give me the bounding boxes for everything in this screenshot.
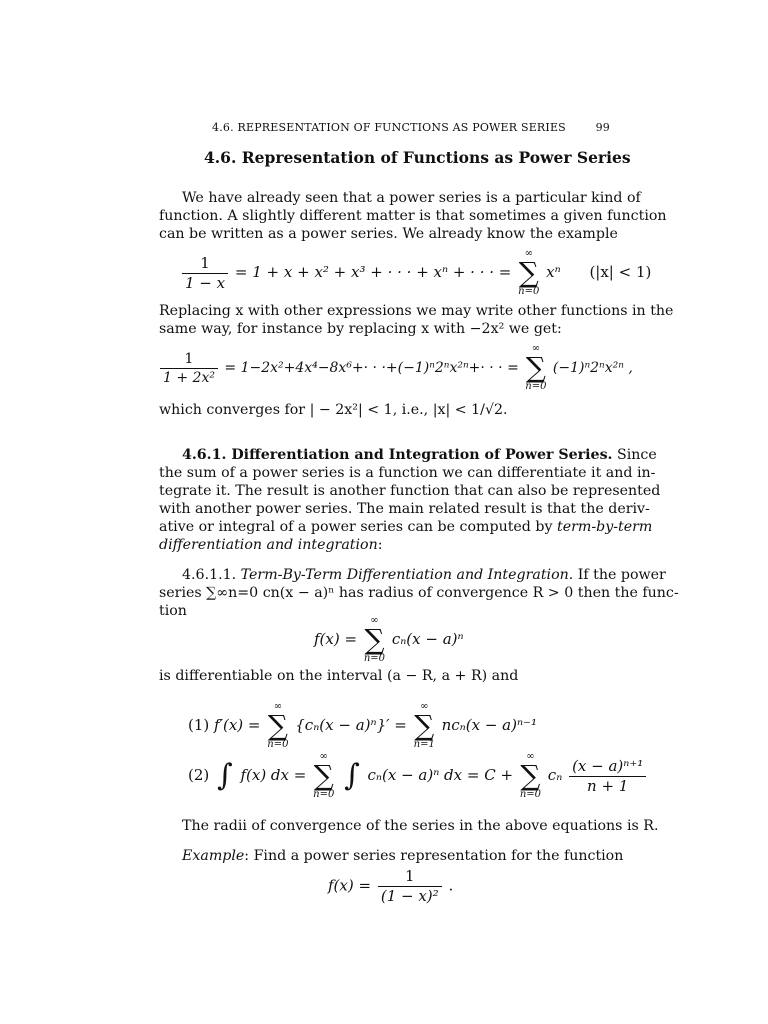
- intro-line-3: can be written as a power series. We already know the example: [159, 226, 618, 242]
- fraction-denominator: (1 − x)²: [378, 886, 442, 904]
- theorem-name: Term-By-Term Differentiation and Integration.: [240, 567, 574, 583]
- equation-label: (1): [188, 716, 210, 734]
- summation: [520, 752, 541, 800]
- equation-lhs: f(x) =: [328, 876, 372, 895]
- summation: [364, 616, 385, 664]
- fraction-denominator: 1 − x: [182, 273, 228, 291]
- sum-lower-limit: n=0: [363, 653, 386, 664]
- example-label: Example: [182, 848, 245, 864]
- sum-upper-limit: ∞: [319, 751, 328, 762]
- subsection-line-5-prefix: ative or integral of a power series can be computed by: [159, 519, 553, 535]
- subsection-line-4: with another power series. The main related result is that the deriv-: [159, 501, 650, 517]
- series-term: xⁿ: [546, 263, 561, 281]
- sigma-symbol: ∑: [525, 351, 546, 384]
- sum-lower-limit: n=0: [267, 739, 289, 750]
- sigma-symbol: ∑: [313, 759, 334, 792]
- summation: [525, 344, 546, 392]
- summation: [313, 752, 334, 800]
- fraction: [182, 253, 228, 292]
- subsection-line-3: tegrate it. The result is another function that can also be represented: [159, 483, 661, 499]
- series-expansion: = 1 + x + x² + x³ + · · · + xⁿ + · · · =: [234, 263, 512, 281]
- example-line: [159, 847, 624, 865]
- differentiable-statement: is differentiable on the interval (a − R, a + R) and: [159, 668, 519, 684]
- theorem-line-3: tion: [159, 603, 187, 619]
- replace-line-2: same way, for instance by replacing x with −2x² we get:: [159, 321, 562, 337]
- theorem-line-1: [182, 566, 666, 584]
- subsection-line-6: [159, 536, 611, 554]
- subsection-line-6-tail: :: [377, 537, 383, 553]
- radii-statement: The radii of convergence of the series in the above equations is R.: [182, 818, 659, 834]
- derivative-term: {cₙ(x − a)ⁿ}′ =: [295, 716, 407, 734]
- sum-upper-limit: ∞: [531, 343, 541, 354]
- equation-period: .: [448, 876, 454, 895]
- section-title: 4.6. Representation of Functions as Power Series: [204, 148, 631, 167]
- fraction: [569, 756, 646, 795]
- theorem-line-1-tail: If the power: [577, 567, 666, 583]
- fraction-denominator: n + 1: [569, 776, 646, 794]
- subsection-line-5: [159, 518, 653, 536]
- series-term: (−1)ⁿ2ⁿx²ⁿ ,: [552, 360, 633, 376]
- differentiation-integration-emphasis: differentiation and integration: [159, 537, 378, 553]
- sum-lower-limit: n=0: [525, 381, 547, 392]
- sigma-symbol: ∑: [267, 709, 288, 742]
- equation-example-function: [328, 869, 453, 904]
- subsection-line-2: the sum of a power series is a function we can differentiate it and in-: [159, 465, 656, 481]
- sum-upper-limit: ∞: [524, 248, 533, 259]
- sum-upper-limit: ∞: [420, 701, 429, 712]
- fraction: [160, 352, 218, 385]
- equation-lhs: f′(x) =: [214, 716, 261, 734]
- fraction-denominator: 1 + 2x²: [160, 368, 218, 385]
- sum-upper-limit: ∞: [526, 751, 535, 762]
- equation-lhs: f(x) dx =: [240, 766, 307, 784]
- summation: [518, 249, 539, 297]
- equation-lhs: f(x) =: [314, 630, 358, 648]
- sigma-symbol: ∑: [414, 709, 435, 742]
- sum-upper-limit: ∞: [273, 701, 283, 712]
- series-term: ncₙ(x − a)ⁿ⁻¹: [441, 716, 537, 734]
- summation: [414, 702, 435, 750]
- integral-sign: ∫: [344, 758, 360, 793]
- subsection-heading-line: [182, 446, 657, 464]
- series-term: cₙ(x − a)ⁿ: [391, 630, 464, 648]
- equation-function-definition: [314, 616, 464, 664]
- fraction-numerator: 1: [184, 350, 194, 367]
- convergence-condition: (|x| < 1): [589, 263, 652, 281]
- convergence-statement: which converges for | − 2x²| < 1, i.e., |x| < 1/√2.: [159, 402, 508, 418]
- summation: [267, 702, 288, 750]
- intro-line-2: function. A slightly different matter is that sometimes a given function: [159, 208, 667, 224]
- equation-integral: [188, 752, 648, 800]
- sum-lower-limit: n=0: [519, 789, 542, 800]
- subsection-title: 4.6.1. Differentiation and Integration of Power Series.: [182, 447, 613, 463]
- replace-line-1: Replacing x with other expressions we may write other functions in the: [159, 303, 674, 319]
- equation-label: (2): [188, 766, 210, 784]
- fraction: [378, 869, 442, 904]
- running-title: 4.6. REPRESENTATION OF FUNCTIONS AS POWER SERIES: [212, 121, 566, 134]
- page-number: 99: [595, 121, 610, 134]
- coefficient: cₙ: [547, 766, 563, 784]
- theorem-number: 4.6.1.1.: [182, 567, 237, 583]
- theorem-line-2: series ∑∞n=0 cn(x − a)ⁿ has radius of convergence R > 0 then the func-: [159, 585, 679, 601]
- sigma-symbol: ∑: [520, 759, 541, 792]
- running-header: [212, 121, 610, 134]
- fraction-numerator: (x − a)ⁿ⁺¹: [572, 756, 644, 775]
- sigma-symbol: ∑: [518, 256, 539, 289]
- equation-geometric-series: [180, 249, 651, 297]
- integral-sign: ∫: [217, 758, 233, 793]
- integral-term: cₙ(x − a)ⁿ dx = C +: [367, 766, 514, 784]
- series-expansion: = 1−2x²+4x⁴−8x⁶+· · ·+(−1)ⁿ2ⁿx²ⁿ+· · · =: [224, 360, 519, 376]
- fraction-numerator: 1: [404, 867, 415, 885]
- sum-lower-limit: n=1: [413, 739, 435, 750]
- sum-upper-limit: ∞: [370, 615, 379, 626]
- example-text: : Find a power series representation for the function: [244, 848, 624, 864]
- sum-lower-limit: n=0: [518, 286, 540, 297]
- subsection-line-1-tail: Since: [617, 447, 657, 463]
- sum-lower-limit: n=0: [313, 789, 335, 800]
- fraction-numerator: 1: [200, 253, 210, 272]
- intro-line-1: We have already seen that a power series is a particular kind of: [182, 190, 641, 206]
- sigma-symbol: ∑: [364, 623, 385, 656]
- equation-derivative: [188, 702, 537, 750]
- equation-substituted-series: [158, 344, 633, 392]
- term-by-term-emphasis: term-by-term: [557, 519, 653, 535]
